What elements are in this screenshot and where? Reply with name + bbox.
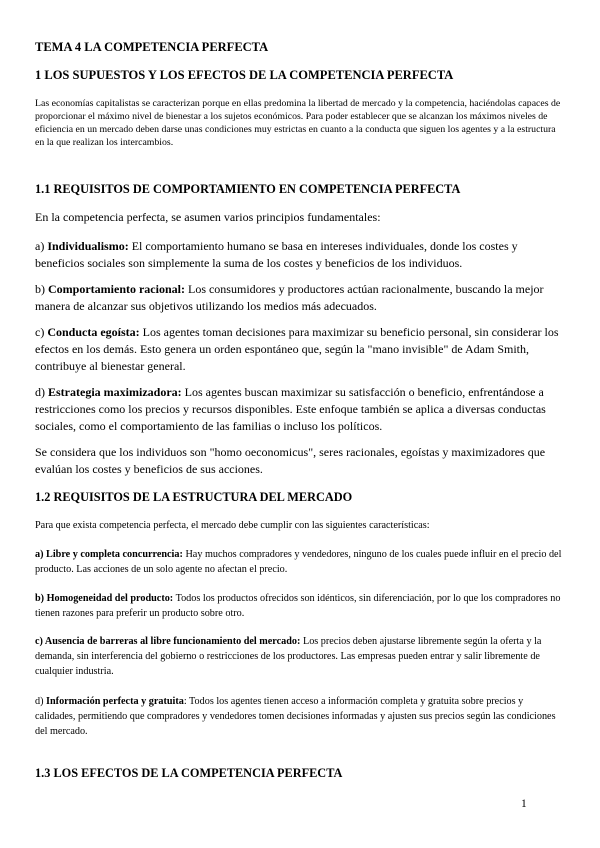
requirement-item-d bbox=[35, 384, 565, 435]
item-term: Conducta egoísta: bbox=[47, 325, 140, 339]
item-prefix: a) bbox=[35, 239, 48, 253]
market-item-b bbox=[35, 591, 565, 621]
item-term: c) Ausencia de barreras al libre funcionamiento del mercado: bbox=[35, 636, 301, 647]
document-title: TEMA 4 LA COMPETENCIA PERFECTA bbox=[35, 40, 269, 54]
section-1-2-heading: 1.2 REQUISITOS DE LA ESTRUCTURA DEL MERCADO bbox=[35, 490, 353, 504]
item-text: Todos los productos ofrecidos son idénticos, sin diferenciación, por lo que los compradores no tienen razones para preferir un producto sobre otro. bbox=[35, 593, 561, 619]
item-term: Individualismo: bbox=[47, 239, 129, 253]
item-term: a) Libre y completa concurrencia: bbox=[35, 549, 183, 560]
item-term: Información perfecta y gratuita bbox=[46, 696, 184, 707]
item-text: Los consumidores y productores actúan racionalmente, buscando la mejor manera de alcanzar sus objetivos utilizando los medios más adecuados. bbox=[35, 282, 544, 313]
requirement-item-b bbox=[35, 281, 565, 315]
item-text: Los agentes toman decisiones para maximizar su beneficio personal, sin considerar los efectos en los demás. Esto genera un orden espontáneo que, según la "mano invisible" de Adam Smith, contribuye al bienestar general. bbox=[35, 325, 559, 373]
page-number: 1 bbox=[521, 798, 527, 810]
section-1-1-closing: Se considera que los individuos son "homo oeconomicus", seres racionales, egoístas y maximizadores que evalúan los costes y beneficios de sus acciones. bbox=[35, 445, 546, 476]
item-term: Comportamiento racional: bbox=[48, 282, 185, 296]
item-text: : Todos los agentes tienen acceso a información completa y gratuita sobre precios y calidades, permitiendo que compradores y vendedores tomen decisiones informadas y ajusten sus precios según las condiciones del mercado. bbox=[35, 696, 556, 737]
item-prefix: d) bbox=[35, 385, 48, 399]
market-item-d bbox=[35, 694, 565, 739]
section-1-heading: 1 LOS SUPUESTOS Y LOS EFECTOS DE LA COMPETENCIA PERFECTA bbox=[35, 68, 454, 82]
item-term: Estrategia maximizadora: bbox=[48, 385, 182, 399]
item-prefix: c) bbox=[35, 325, 48, 339]
item-term: b) Homogeneidad del producto: bbox=[35, 593, 174, 604]
section-1-2-intro: Para que exista competencia perfecta, el mercado debe cumplir con las siguientes características: bbox=[35, 520, 430, 531]
requirement-item-a bbox=[35, 238, 565, 272]
item-text: Hay muchos compradores y vendedores, ninguno de los cuales puede influir en el precio del producto. Las acciones de un solo agente no afectan el precio. bbox=[35, 549, 562, 575]
section-1-1-heading: 1.1 REQUISITOS DE COMPORTAMIENTO EN COMPETENCIA PERFECTA bbox=[35, 182, 461, 196]
requirement-item-c bbox=[35, 324, 565, 375]
item-text: Los precios deben ajustarse libremente según la oferta y la demanda, sin interferencia del gobierno o restricciones de los productores. Las empresas pueden entrar y salir libremente de cualquier industria. bbox=[35, 636, 542, 677]
item-text: El comportamiento humano se basa en intereses individuales, donde los costes y beneficios sociales son simplemente la suma de los costes y beneficios de los individuos. bbox=[35, 239, 518, 270]
market-item-c bbox=[35, 634, 565, 679]
item-prefix: b) bbox=[35, 282, 48, 296]
section-1-1-intro: En la competencia perfecta, se asumen varios principios fundamentales: bbox=[35, 210, 381, 224]
item-prefix: d) bbox=[35, 696, 47, 707]
section-1-3-heading: 1.3 LOS EFECTOS DE LA COMPETENCIA PERFECTA bbox=[35, 766, 343, 780]
section-1-intro: Las economías capitalistas se caracterizan porque en ellas predomina la libertad de mercado y la competencia, haciéndolas capaces de proporcionar el máximo nivel de bienestar a los sujetos económicos. Para poder establecer que se alcanzan los máximos niveles de eficiencia en un mercado deben darse unas condiciones muy estrictas en cuanto a la conducta que siguen los agentes y a la estructura en la que realizan los intercambios. bbox=[35, 98, 561, 148]
item-text: Los agentes buscan maximizar su satisfacción o beneficio, enfrentándose a restricciones como los precios y recursos disponibles. Este enfoque también se aplica a diversas conductas sociales, como el comportamiento de las familias o incluso los políticos. bbox=[35, 385, 546, 433]
market-item-a bbox=[35, 547, 565, 577]
